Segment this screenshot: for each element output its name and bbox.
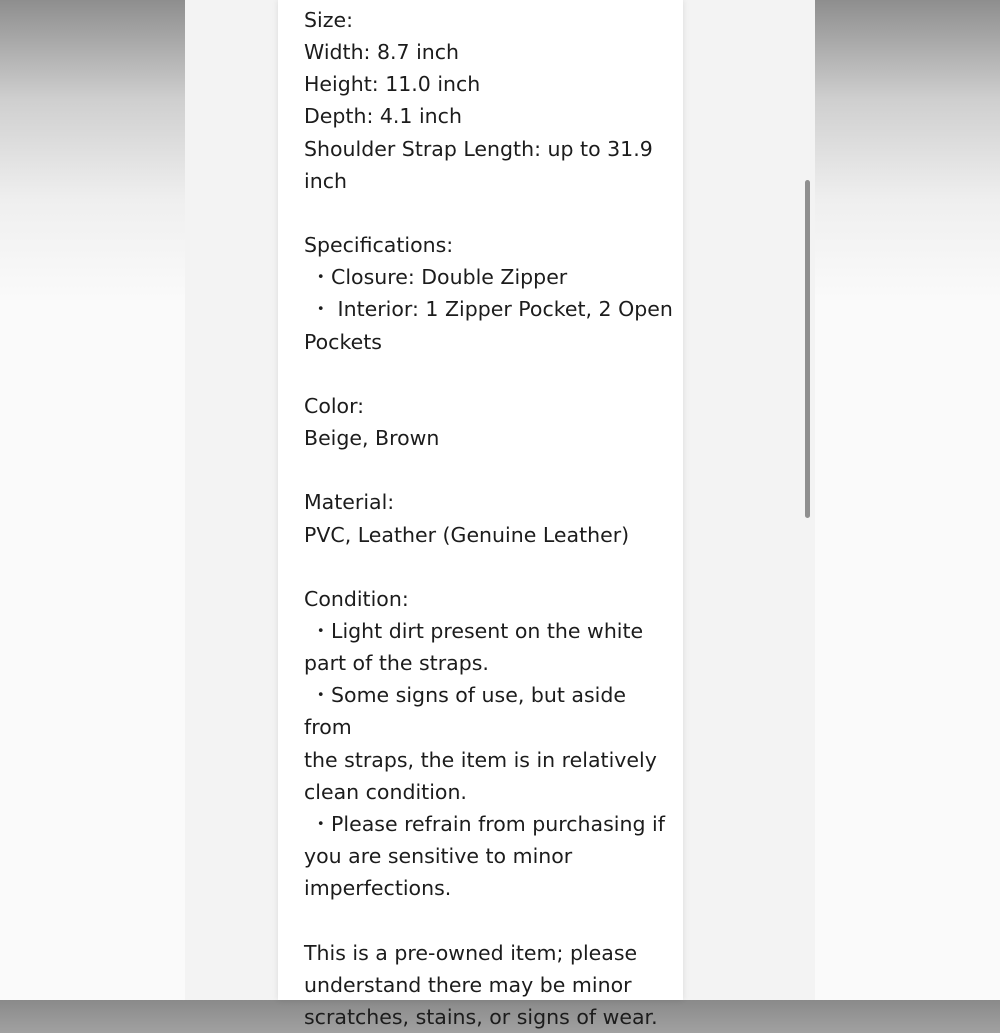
item-description: Size: Width: 8.7 inch Height: 11.0 inch Depth: 4.1 inch Shoulder Strap Length: up to 31.9 inch Specifications: ・Closure: Double Zipper ・ Interior: 1 Zipper Pocket, 2 Open Pockets Color: Beige, Brown Material: PVC, Leather (Genuine Leather) Condition: ・Light dirt present on the white part of the straps. ・Some signs of use, but aside from the straps, the item is in relatively clean condition. ・Please refrain from purchasing if you are sensitive to minor imperfections. This is a pre-owned item; please understand there may be minor scratches, stains, or signs of wear. <box>304 8 673 1029</box>
background-left <box>0 0 185 1000</box>
background-right <box>815 0 1000 1000</box>
scrollbar-thumb[interactable] <box>805 180 810 518</box>
